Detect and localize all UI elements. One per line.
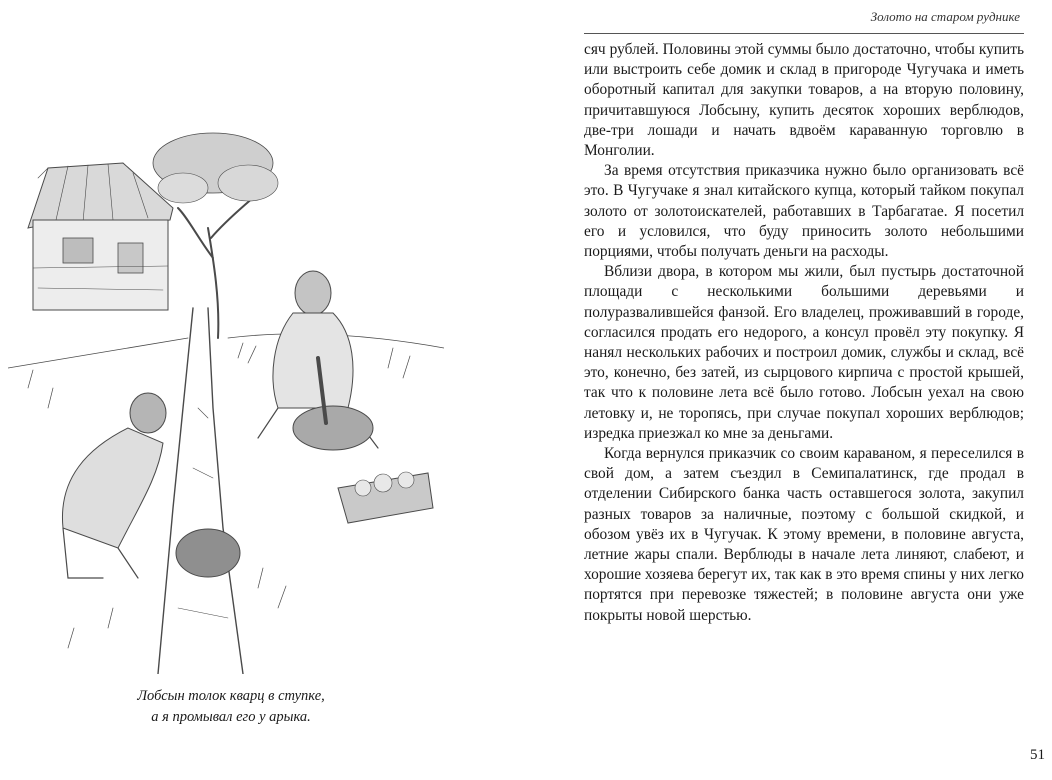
running-head: Золото на старом руднике — [870, 9, 1020, 24]
page-number: 51 — [1030, 747, 1045, 763]
illustration-caption — [70, 686, 392, 728]
paragraph: Вблизи двора, в котором мы жили, был пустырь достаточной площади с несколькими большими деревьями и полуразвалившейся фанзой. Его владелец, проживавший в городе, согласился продать его недорого, а консул провёл эту покупку. Я нанял нескольких рабочих и построил домик, службы и склад, всё это, конечно, без затей, из сырцового кирпича с простой крышей, так что к половине лета всё было готово. Лобсын уехал на свою летовку и, не торопясь, при случае покупал хороших верблюдов; изредка приезжал ко мне за деньгами. — [584, 263, 1024, 442]
paragraph: сяч рублей. Половины этой суммы было достаточно, чтобы купить или выстроить себе домик и склад в пригороде Чугучака и иметь оборотный капитал для закупки товаров, а на вторую половину, причитавшуюся Лобсыну, купить десяток хороших верблюдов, две-три лошади и начать вдвоём караванную торговлю в Монголии. — [584, 41, 1024, 160]
caption-line: Лобсын толок кварц в ступке, — [137, 688, 325, 704]
basket-drawing — [338, 472, 433, 523]
header-rule — [584, 33, 1024, 34]
paragraph: Когда вернулся приказчик со своим караваном, я переселился в свой дом, а затем съездил в Семипалатинск, где продал в отделении Сибирского банка часть оставшегося золота, закупил разных товаров за наличные, поэтому с большой скидкой, и обозом увёз их в Чугучак. К этому времени, в половине августа, летние жары спали. Верблюды в начале лета линяют, слабеют, и хорошие хозяева берегут их, так как в это время спины у них легко портятся при перевозке тяжестей; в половине августа они уже покрыты новой шерстью. — [584, 445, 1024, 624]
pencil-illustration — [8, 108, 444, 674]
house-drawing — [28, 163, 173, 310]
caption-line: а я промывал его у арыка. — [151, 709, 311, 725]
man-with-mortar-drawing — [258, 271, 378, 450]
body-text — [584, 40, 1024, 626]
left-page — [0, 0, 520, 780]
tree-drawing — [153, 133, 278, 338]
paragraph: За время отсутствия приказчика нужно было организовать всё это. В Чугучаке я знал китайского купца, который тайком покупал золото от золотоискателей, работавших в Тарбагатае. Я посетил его и условился, что буду приносить золото небольшими порциями, чтобы получать деньги на расходы. — [584, 162, 1024, 261]
